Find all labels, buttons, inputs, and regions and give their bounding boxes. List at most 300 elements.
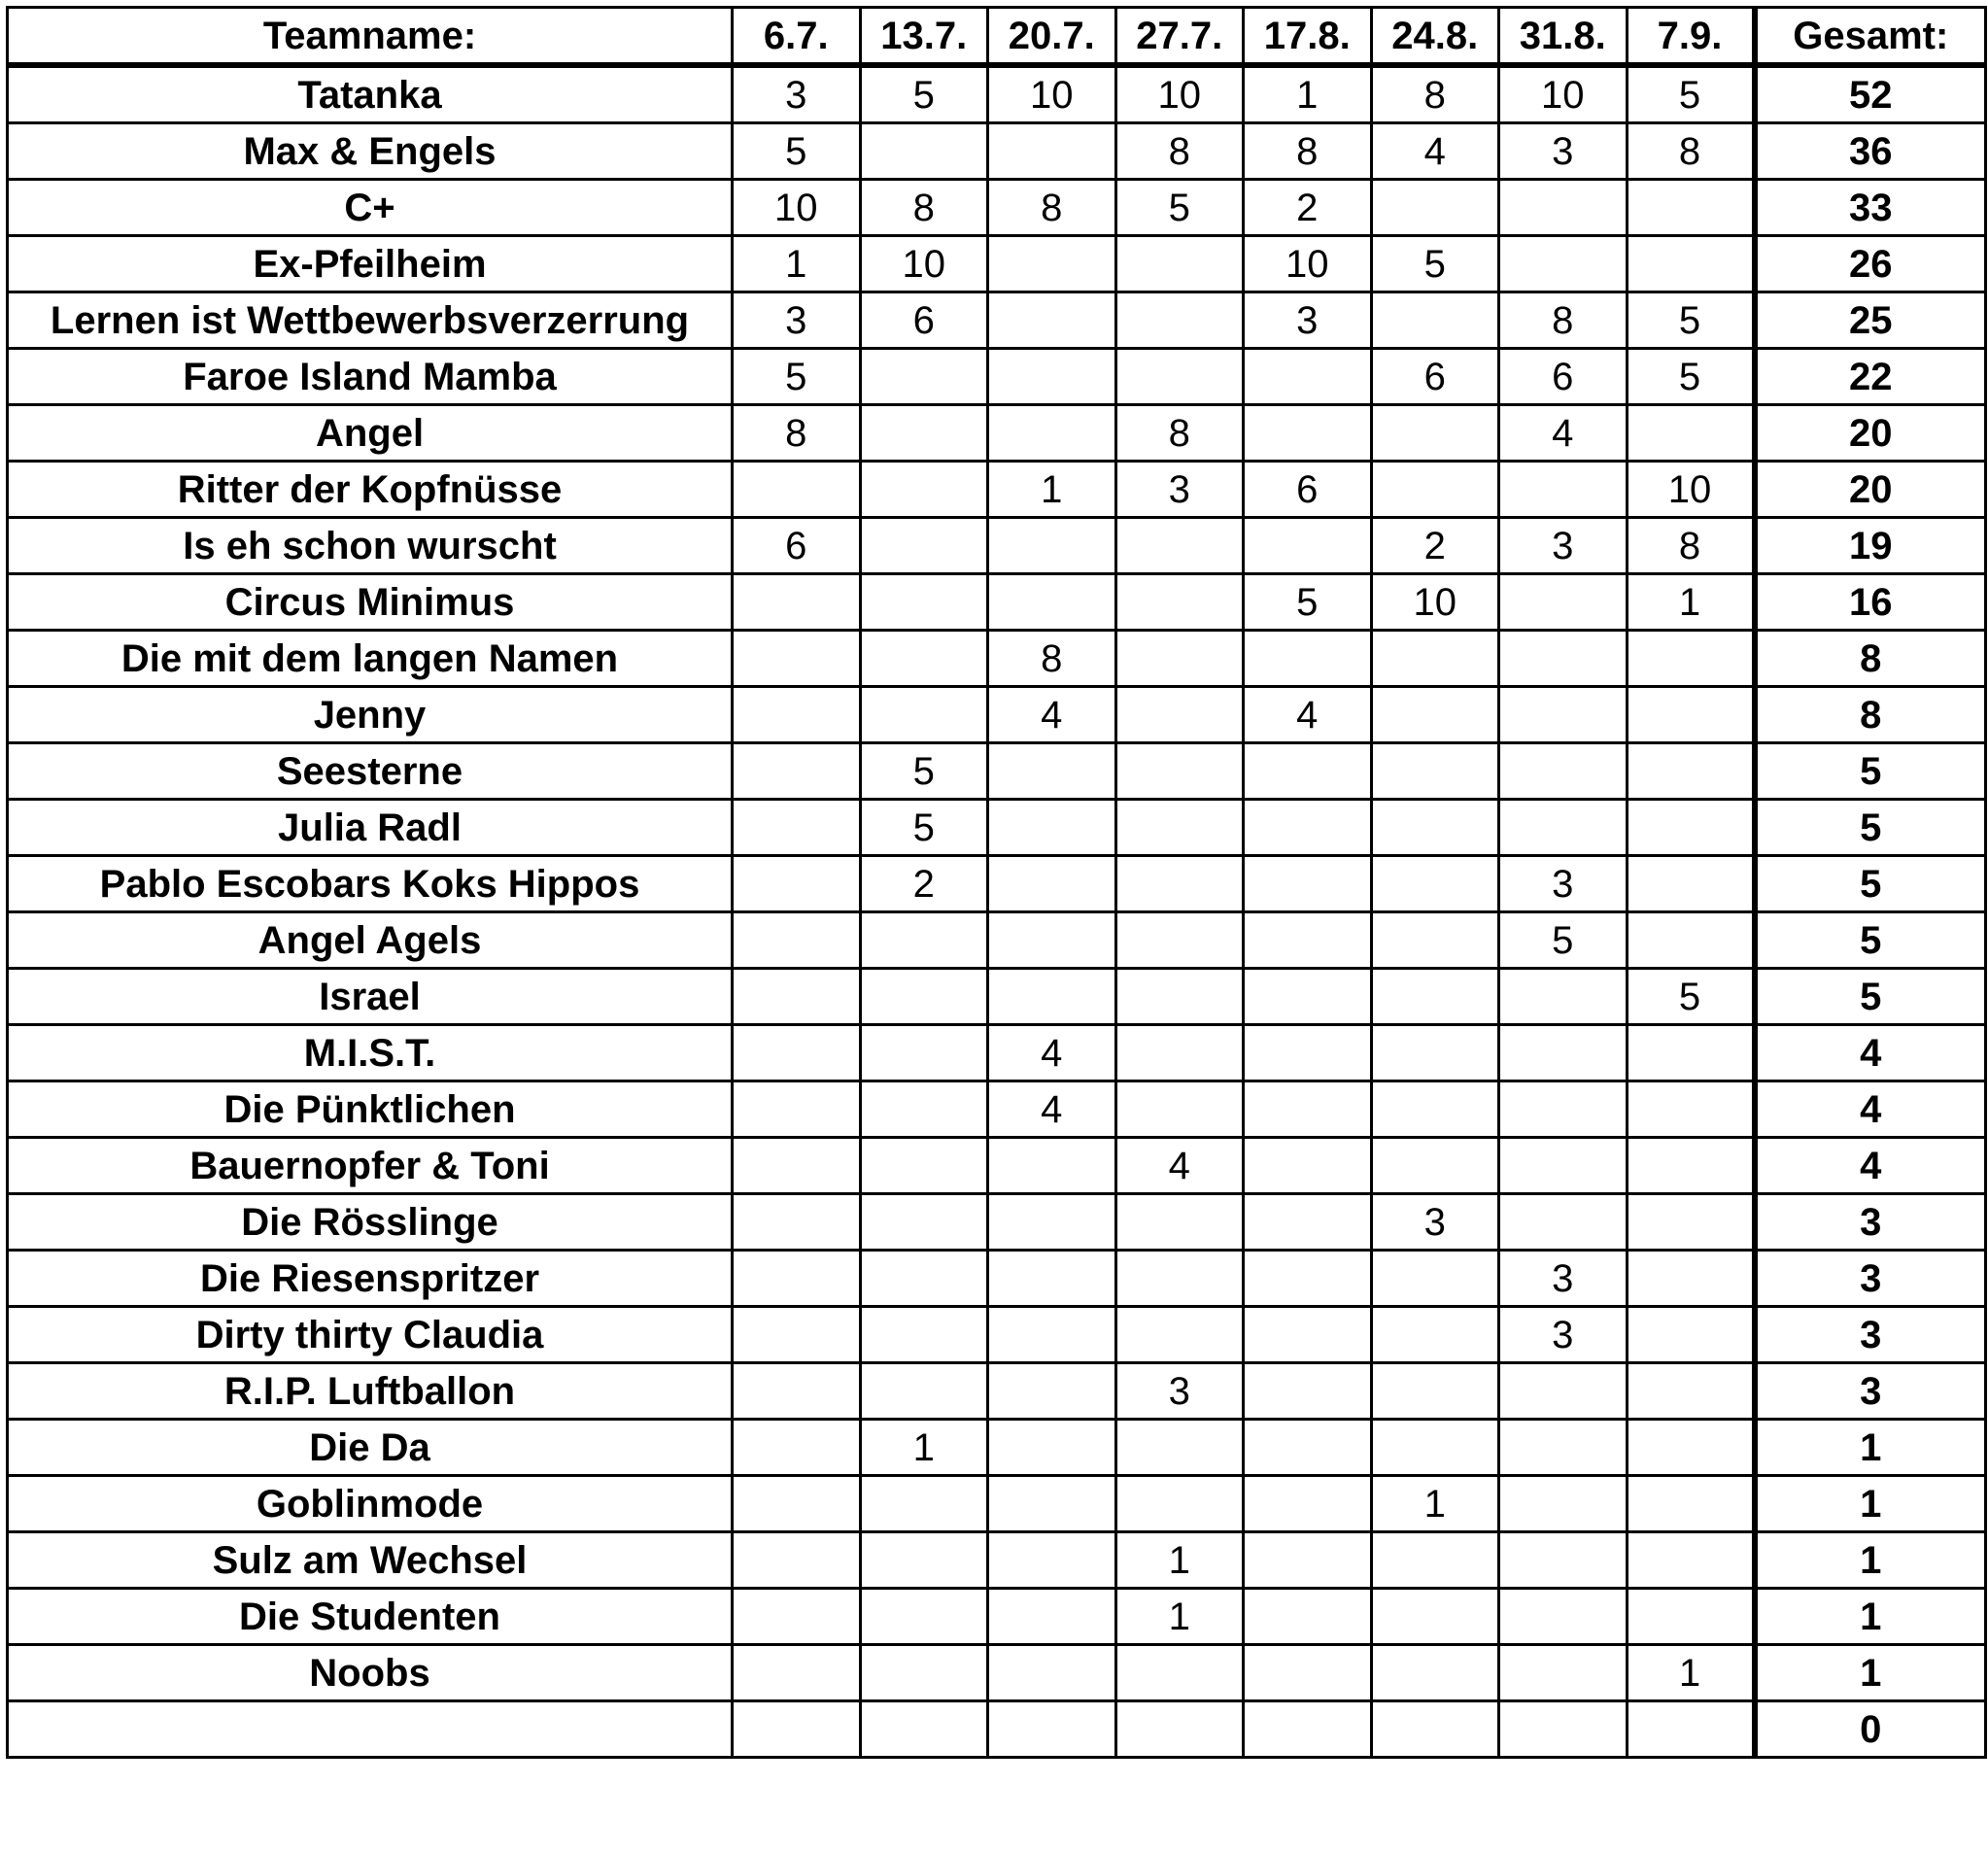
table-row [8, 1701, 1986, 1758]
score-cell [988, 123, 1116, 180]
score-cell [733, 1701, 861, 1758]
score-cell [733, 1476, 861, 1532]
score-cell [988, 1307, 1116, 1363]
score-cell [860, 574, 988, 631]
score-cell [988, 1194, 1116, 1251]
score-cell: 8 [1115, 123, 1244, 180]
team-name-cell: Angel [8, 405, 733, 462]
score-cell: 1 [988, 462, 1116, 518]
header-date: 20.7. [988, 8, 1116, 66]
score-cell: 10 [1115, 65, 1244, 123]
score-cell: 5 [860, 743, 988, 800]
table-row [8, 123, 1986, 180]
header-date: 31.8. [1499, 8, 1628, 66]
table-row [8, 969, 1986, 1025]
team-name-cell: Sulz am Wechsel [8, 1532, 733, 1589]
score-cell: 8 [988, 631, 1116, 687]
score-cell [1499, 574, 1628, 631]
team-name-cell: Lernen ist Wettbewerbsverzerrung [8, 292, 733, 349]
score-cell [988, 292, 1116, 349]
score-cell [1244, 1701, 1372, 1758]
total-cell: 22 [1755, 349, 1986, 405]
total-cell: 4 [1755, 1081, 1986, 1138]
score-cell [1499, 743, 1628, 800]
score-cell: 3 [1499, 123, 1628, 180]
score-cell [988, 518, 1116, 574]
score-cell [1244, 1194, 1372, 1251]
team-name-cell: Israel [8, 969, 733, 1025]
score-cell [988, 743, 1116, 800]
total-cell: 5 [1755, 912, 1986, 969]
score-cell: 10 [1499, 65, 1628, 123]
total-cell: 5 [1755, 743, 1986, 800]
score-cell [733, 1363, 861, 1420]
score-cell [1115, 1251, 1244, 1307]
score-cell: 5 [1627, 969, 1755, 1025]
score-cell [1115, 912, 1244, 969]
total-cell: 5 [1755, 800, 1986, 856]
score-cell [1244, 856, 1372, 912]
total-cell: 3 [1755, 1307, 1986, 1363]
team-name-cell: M.I.S.T. [8, 1025, 733, 1081]
score-cell [1244, 1476, 1372, 1532]
team-name-cell: Die Da [8, 1420, 733, 1476]
score-cell: 1 [733, 236, 861, 292]
score-cell [860, 969, 988, 1025]
score-cell: 1 [1627, 574, 1755, 631]
score-cell [1244, 1081, 1372, 1138]
score-cell: 5 [1627, 292, 1755, 349]
score-cell [1244, 1138, 1372, 1194]
score-cell [733, 743, 861, 800]
table-row [8, 1194, 1986, 1251]
score-cell [988, 912, 1116, 969]
score-cell [733, 1589, 861, 1645]
team-name-cell [8, 1701, 733, 1758]
score-cell: 1 [1115, 1532, 1244, 1589]
score-cell [1627, 912, 1755, 969]
team-name-cell: R.I.P. Luftballon [8, 1363, 733, 1420]
score-cell [1627, 1476, 1755, 1532]
team-name-cell: Ex-Pfeilheim [8, 236, 733, 292]
score-cell: 6 [1371, 349, 1499, 405]
score-cell [733, 1532, 861, 1589]
score-cell [1371, 1307, 1499, 1363]
score-cell [1499, 1701, 1628, 1758]
score-cell [1499, 1138, 1628, 1194]
score-cell [1115, 1645, 1244, 1701]
score-cell [860, 1138, 988, 1194]
score-cell [988, 405, 1116, 462]
score-cell [988, 349, 1116, 405]
score-cell: 10 [860, 236, 988, 292]
table-body [8, 65, 1986, 1758]
team-name-cell: Julia Radl [8, 800, 733, 856]
score-cell [860, 462, 988, 518]
score-cell: 6 [733, 518, 861, 574]
score-cell [1115, 1081, 1244, 1138]
team-name-cell: Die Rösslinge [8, 1194, 733, 1251]
score-cell: 5 [733, 349, 861, 405]
score-cell [1499, 1081, 1628, 1138]
score-cell [733, 1138, 861, 1194]
table-row [8, 1138, 1986, 1194]
table-row [8, 1589, 1986, 1645]
score-cell: 1 [1371, 1476, 1499, 1532]
score-cell [1371, 743, 1499, 800]
score-cell [1244, 969, 1372, 1025]
score-cell [1371, 1645, 1499, 1701]
team-name-cell: Max & Engels [8, 123, 733, 180]
total-cell: 19 [1755, 518, 1986, 574]
score-cell [1627, 1701, 1755, 1758]
score-cell: 3 [1115, 462, 1244, 518]
table-row [8, 1251, 1986, 1307]
score-cell [1244, 1420, 1372, 1476]
score-cell: 1 [1627, 1645, 1755, 1701]
team-name-cell: Ritter der Kopfnüsse [8, 462, 733, 518]
score-cell [1115, 1476, 1244, 1532]
score-cell [1627, 1081, 1755, 1138]
score-cell [988, 1476, 1116, 1532]
table-row [8, 518, 1986, 574]
score-cell [860, 518, 988, 574]
header-teamname: Teamname: [8, 8, 733, 66]
score-cell [860, 1251, 988, 1307]
score-cell [1499, 1476, 1628, 1532]
score-cell: 8 [1371, 65, 1499, 123]
score-cell [988, 1138, 1116, 1194]
table-row [8, 65, 1986, 123]
score-cell [733, 856, 861, 912]
header-date: 13.7. [860, 8, 988, 66]
score-cell [733, 462, 861, 518]
total-cell: 26 [1755, 236, 1986, 292]
score-cell [1499, 180, 1628, 236]
score-cell: 5 [1115, 180, 1244, 236]
score-cell [1371, 462, 1499, 518]
score-cell [1499, 1420, 1628, 1476]
score-cell: 10 [733, 180, 861, 236]
score-cell [1244, 631, 1372, 687]
score-cell [1499, 687, 1628, 743]
score-cell [1627, 236, 1755, 292]
score-cell [733, 687, 861, 743]
total-cell: 3 [1755, 1251, 1986, 1307]
score-cell [1371, 1420, 1499, 1476]
total-cell: 8 [1755, 631, 1986, 687]
total-cell: 1 [1755, 1645, 1986, 1701]
score-cell [1371, 631, 1499, 687]
score-cell [1371, 1025, 1499, 1081]
score-cell [1371, 405, 1499, 462]
score-cell [988, 1251, 1116, 1307]
score-cell: 2 [1371, 518, 1499, 574]
score-cell [1627, 1363, 1755, 1420]
score-cell [1244, 1307, 1372, 1363]
score-cell [1371, 1251, 1499, 1307]
score-cell [860, 1307, 988, 1363]
table-row [8, 462, 1986, 518]
score-cell: 4 [1371, 123, 1499, 180]
score-cell [860, 123, 988, 180]
score-cell [1115, 292, 1244, 349]
team-name-cell: Dirty thirty Claudia [8, 1307, 733, 1363]
score-cell: 3 [1499, 1251, 1628, 1307]
score-cell [1115, 1420, 1244, 1476]
score-cell [988, 1420, 1116, 1476]
table-row [8, 743, 1986, 800]
score-cell [733, 1645, 861, 1701]
total-cell: 3 [1755, 1363, 1986, 1420]
score-cell [860, 1025, 988, 1081]
team-name-cell: Die Studenten [8, 1589, 733, 1645]
score-cell [1244, 1363, 1372, 1420]
header-total: Gesamt: [1755, 8, 1986, 66]
score-cell [988, 1645, 1116, 1701]
score-cell [1115, 349, 1244, 405]
table-row [8, 912, 1986, 969]
score-cell [1371, 912, 1499, 969]
total-cell: 1 [1755, 1420, 1986, 1476]
score-cell [860, 1645, 988, 1701]
header-date: 7.9. [1627, 8, 1755, 66]
score-cell [1244, 1025, 1372, 1081]
table-row [8, 1532, 1986, 1589]
score-cell: 6 [1499, 349, 1628, 405]
team-name-cell: Bauernopfer & Toni [8, 1138, 733, 1194]
score-cell: 3 [1499, 856, 1628, 912]
score-cell [860, 631, 988, 687]
score-cell: 1 [1244, 65, 1372, 123]
score-cell [1627, 1589, 1755, 1645]
score-cell [860, 1532, 988, 1589]
total-cell: 5 [1755, 856, 1986, 912]
score-cell [1371, 1589, 1499, 1645]
score-cell [1371, 800, 1499, 856]
score-cell [1499, 1194, 1628, 1251]
score-cell [1244, 1589, 1372, 1645]
score-cell [1627, 687, 1755, 743]
score-cell [1627, 1194, 1755, 1251]
score-cell [733, 1081, 861, 1138]
score-cell [1627, 631, 1755, 687]
score-cell [733, 1307, 861, 1363]
team-name-cell: Circus Minimus [8, 574, 733, 631]
score-cell [1244, 1251, 1372, 1307]
score-cell: 5 [1627, 349, 1755, 405]
score-cell: 8 [1499, 292, 1628, 349]
score-cell [1499, 1645, 1628, 1701]
score-cell [1115, 969, 1244, 1025]
score-cell [988, 1589, 1116, 1645]
score-cell [1371, 1701, 1499, 1758]
table-row [8, 349, 1986, 405]
table-row [8, 1476, 1986, 1532]
score-cell [1371, 1363, 1499, 1420]
score-cell: 4 [988, 1081, 1116, 1138]
table-row [8, 1645, 1986, 1701]
team-name-cell: Angel Agels [8, 912, 733, 969]
total-cell: 20 [1755, 462, 1986, 518]
score-cell: 4 [1115, 1138, 1244, 1194]
total-cell: 33 [1755, 180, 1986, 236]
score-cell [1627, 1307, 1755, 1363]
score-cell: 8 [733, 405, 861, 462]
score-cell [733, 800, 861, 856]
score-cell [1371, 1138, 1499, 1194]
header-date: 24.8. [1371, 8, 1499, 66]
total-cell: 5 [1755, 969, 1986, 1025]
score-cell: 3 [733, 292, 861, 349]
total-cell: 4 [1755, 1025, 1986, 1081]
team-name-cell: C+ [8, 180, 733, 236]
score-cell [860, 1194, 988, 1251]
team-name-cell: Is eh schon wurscht [8, 518, 733, 574]
score-cell [1244, 912, 1372, 969]
table-row [8, 574, 1986, 631]
score-cell [1499, 800, 1628, 856]
score-cell: 6 [1244, 462, 1372, 518]
score-cell: 10 [1371, 574, 1499, 631]
score-cell [860, 912, 988, 969]
score-cell [1499, 631, 1628, 687]
score-cell: 3 [733, 65, 861, 123]
score-cell [1627, 800, 1755, 856]
table-row [8, 1420, 1986, 1476]
score-cell: 3 [1499, 518, 1628, 574]
score-cell [860, 349, 988, 405]
total-cell: 16 [1755, 574, 1986, 631]
team-name-cell: Tatanka [8, 65, 733, 123]
score-cell [1115, 1194, 1244, 1251]
score-cell [1371, 969, 1499, 1025]
table-row [8, 405, 1986, 462]
score-cell [1115, 574, 1244, 631]
score-cell [1371, 292, 1499, 349]
score-cell [1627, 856, 1755, 912]
score-cell: 5 [1371, 236, 1499, 292]
score-cell [1115, 1701, 1244, 1758]
score-cell [733, 912, 861, 969]
score-cell [1115, 1307, 1244, 1363]
score-cell [860, 1476, 988, 1532]
total-cell: 36 [1755, 123, 1986, 180]
score-cell [1627, 405, 1755, 462]
score-cell [860, 405, 988, 462]
score-cell [733, 1025, 861, 1081]
table-row [8, 1307, 1986, 1363]
score-cell [1115, 1025, 1244, 1081]
score-cell [988, 1701, 1116, 1758]
score-cell [1244, 518, 1372, 574]
score-cell [733, 1251, 861, 1307]
score-cell: 4 [988, 1025, 1116, 1081]
score-cell [1499, 969, 1628, 1025]
score-cell: 4 [1244, 687, 1372, 743]
score-cell [1115, 687, 1244, 743]
total-cell: 52 [1755, 65, 1986, 123]
table-row [8, 1363, 1986, 1420]
score-cell [988, 856, 1116, 912]
table-row [8, 236, 1986, 292]
score-cell [988, 1363, 1116, 1420]
score-cell: 8 [1627, 123, 1755, 180]
header-date: 17.8. [1244, 8, 1372, 66]
score-cell: 8 [1627, 518, 1755, 574]
score-cell: 8 [860, 180, 988, 236]
score-cell [1371, 1532, 1499, 1589]
score-cell [1115, 236, 1244, 292]
score-cell [1115, 518, 1244, 574]
score-cell [860, 1081, 988, 1138]
team-name-cell: Pablo Escobars Koks Hippos [8, 856, 733, 912]
score-cell: 3 [1244, 292, 1372, 349]
score-cell [733, 631, 861, 687]
score-cell [1627, 743, 1755, 800]
table-row [8, 1025, 1986, 1081]
score-cell [1115, 743, 1244, 800]
score-cell: 3 [1115, 1363, 1244, 1420]
score-cell [988, 236, 1116, 292]
score-cell: 5 [860, 800, 988, 856]
score-cell [1371, 1081, 1499, 1138]
total-cell: 4 [1755, 1138, 1986, 1194]
header-date: 6.7. [733, 8, 861, 66]
score-cell [1244, 1532, 1372, 1589]
score-cell [1371, 180, 1499, 236]
header-date: 27.7. [1115, 8, 1244, 66]
score-cell [860, 1701, 988, 1758]
score-cell [860, 1363, 988, 1420]
score-cell [1499, 1025, 1628, 1081]
score-cell [733, 574, 861, 631]
score-cell [1244, 743, 1372, 800]
score-cell [1115, 856, 1244, 912]
total-cell: 1 [1755, 1532, 1986, 1589]
table-row [8, 800, 1986, 856]
score-cell: 3 [1371, 1194, 1499, 1251]
score-cell [1627, 1025, 1755, 1081]
score-cell: 5 [1627, 65, 1755, 123]
table-row [8, 631, 1986, 687]
table-row [8, 856, 1986, 912]
score-cell [1115, 631, 1244, 687]
score-cell [1244, 349, 1372, 405]
table-row [8, 1081, 1986, 1138]
team-name-cell: Die Pünktlichen [8, 1081, 733, 1138]
score-cell: 10 [1627, 462, 1755, 518]
score-cell [1499, 1532, 1628, 1589]
score-cell [988, 1532, 1116, 1589]
score-cell [1627, 1420, 1755, 1476]
score-cell: 8 [988, 180, 1116, 236]
score-cell: 1 [860, 1420, 988, 1476]
team-name-cell: Seesterne [8, 743, 733, 800]
score-cell: 2 [860, 856, 988, 912]
score-cell [860, 1589, 988, 1645]
score-cell [1244, 1645, 1372, 1701]
score-cell [1499, 1363, 1628, 1420]
team-name-cell: Noobs [8, 1645, 733, 1701]
table-row [8, 180, 1986, 236]
score-cell [1627, 1138, 1755, 1194]
table-row [8, 687, 1986, 743]
score-table [6, 6, 1987, 1759]
score-cell [1627, 180, 1755, 236]
total-cell: 20 [1755, 405, 1986, 462]
score-cell [733, 1194, 861, 1251]
